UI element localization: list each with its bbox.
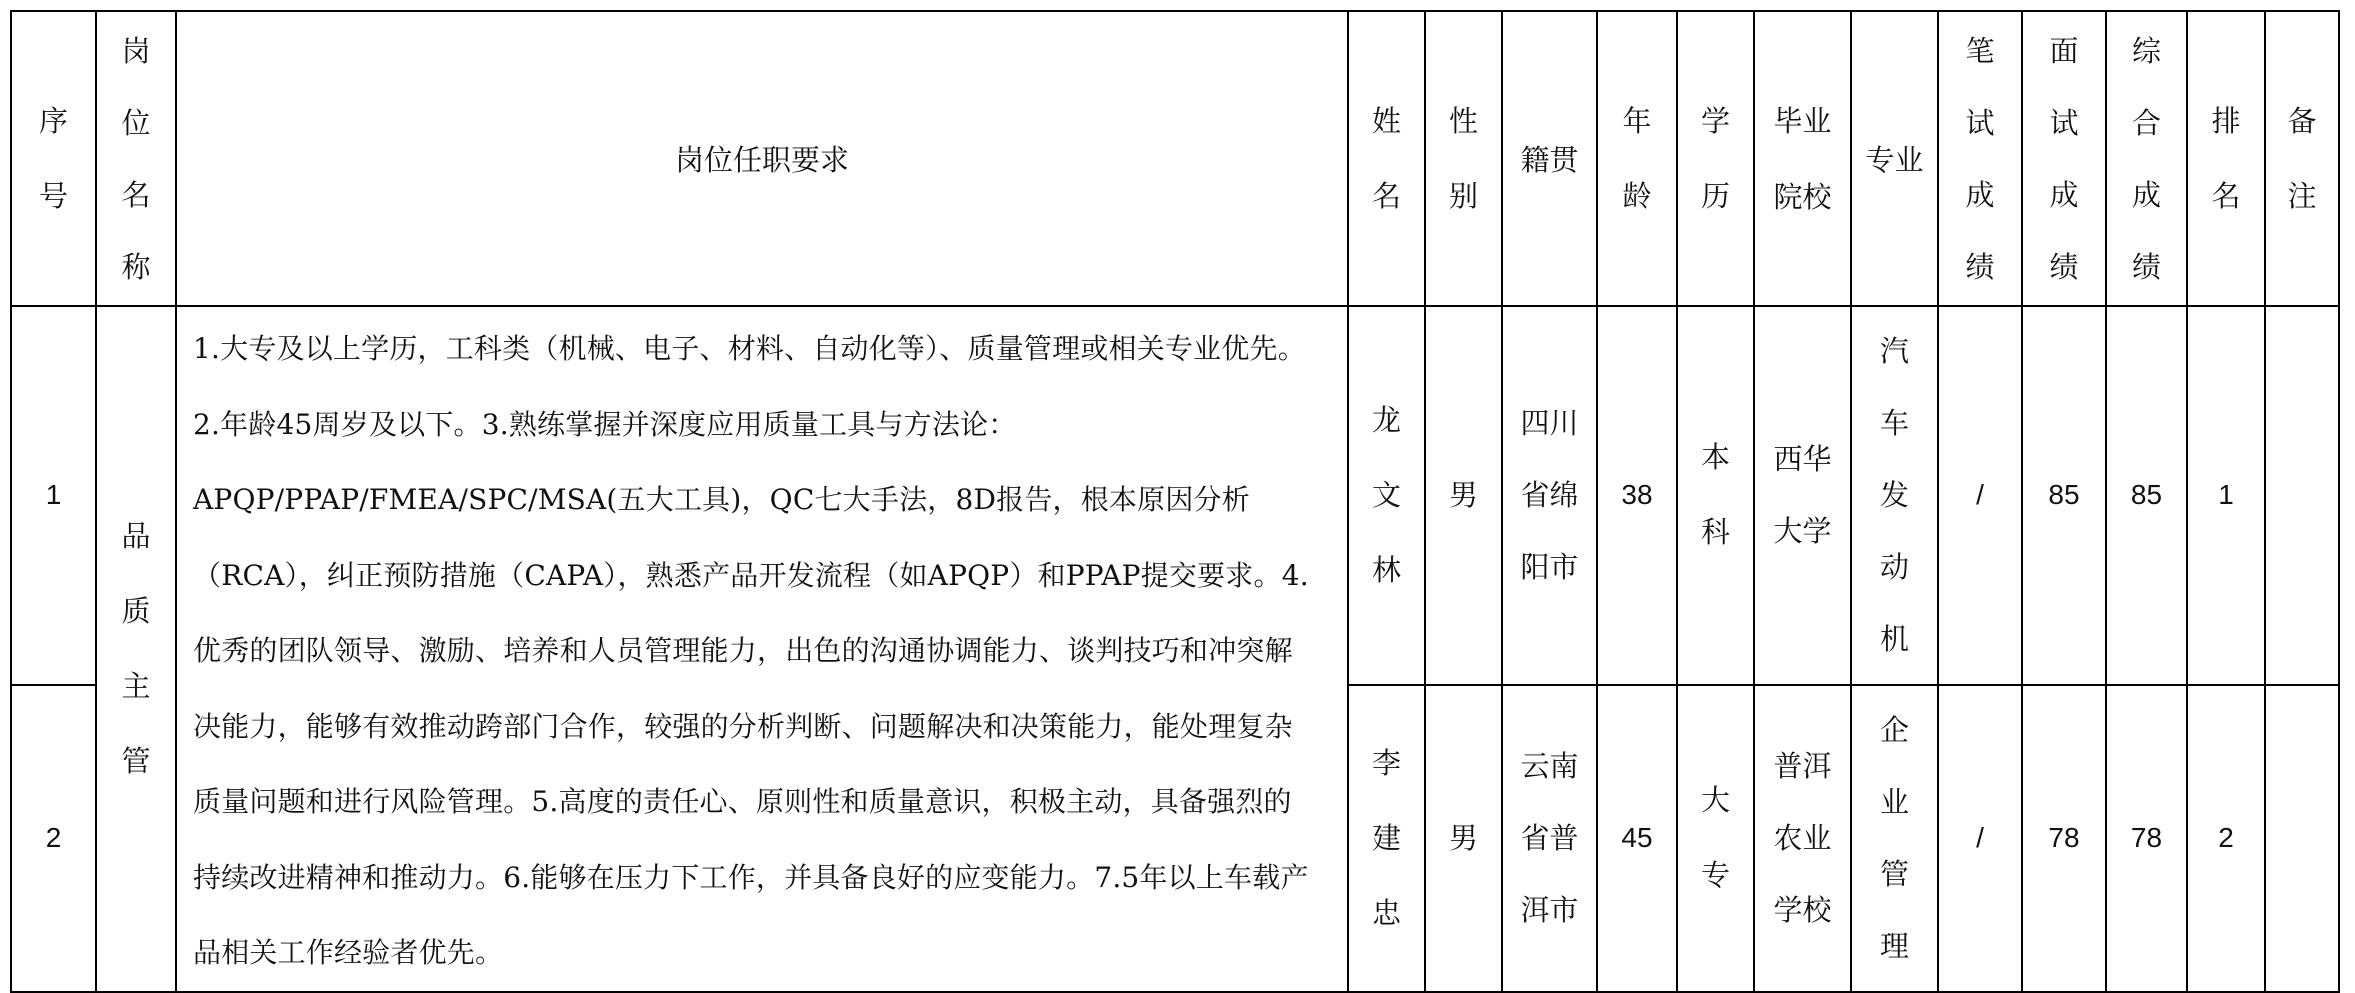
header-remark: 备注	[2265, 11, 2339, 306]
cell-school: 西华大学	[1754, 306, 1851, 685]
cell-education: 大专	[1677, 685, 1754, 992]
cell-total: 78	[2106, 685, 2187, 992]
cell-school: 普洱农业学校	[1754, 685, 1851, 992]
header-position: 岗位名称	[96, 11, 176, 306]
header-rank: 排名	[2187, 11, 2265, 306]
cell-education: 本科	[1677, 306, 1754, 685]
header-school: 毕业院校	[1754, 11, 1851, 306]
cell-gender: 男	[1425, 685, 1502, 992]
cell-remark	[2265, 685, 2339, 992]
cell-origin: 四川省绵阳市	[1502, 306, 1597, 685]
cell-interview: 85	[2022, 306, 2106, 685]
candidate-score-table	[10, 10, 2340, 993]
table-row	[11, 306, 2339, 685]
cell-rank: 2	[2187, 685, 2265, 992]
header-total: 综合成绩	[2106, 11, 2187, 306]
header-major: 专业	[1851, 11, 1938, 306]
header-interview: 面试成绩	[2022, 11, 2106, 306]
header-gender: 性别	[1425, 11, 1502, 306]
header-education: 学历	[1677, 11, 1754, 306]
cell-major: 汽车发动机	[1851, 306, 1938, 685]
header-origin: 籍贯	[1502, 11, 1597, 306]
cell-origin: 云南省普洱市	[1502, 685, 1597, 992]
header-seq: 序号	[11, 11, 96, 306]
cell-seq: 1	[11, 306, 96, 685]
cell-position: 品质主管	[96, 306, 176, 992]
cell-interview: 78	[2022, 685, 2106, 992]
cell-name: 李建忠	[1348, 685, 1425, 992]
header-name: 姓名	[1348, 11, 1425, 306]
cell-rank: 1	[2187, 306, 2265, 685]
cell-age: 38	[1597, 306, 1677, 685]
header-written: 笔试成绩	[1938, 11, 2022, 306]
cell-written: /	[1938, 306, 2022, 685]
cell-total: 85	[2106, 306, 2187, 685]
cell-name: 龙文林	[1348, 306, 1425, 685]
header-requirements: 岗位任职要求	[176, 11, 1348, 306]
header-row	[11, 11, 2339, 306]
cell-written: /	[1938, 685, 2022, 992]
cell-remark	[2265, 306, 2339, 685]
cell-gender: 男	[1425, 306, 1502, 685]
header-age: 年龄	[1597, 11, 1677, 306]
cell-major: 企业管理	[1851, 685, 1938, 992]
cell-seq: 2	[11, 685, 96, 992]
cell-requirements: 1.大专及以上学历，工科类（机械、电子、材料、自动化等）、质量管理或相关专业优先。2.年龄45周岁及以下。3.熟练掌握并深度应用质量工具与方法论：APQP/PPAP/FMEA/SPC/MSA(五大工具)，QC七大手法，8D报告，根本原因分析（RCA），纠正预防措施（CAPA），熟悉产品开发流程（如APQP）和PPAP提交要求。4.优秀的团队领导、激励、培养和人员管理能力，出色的沟通协调能力、谈判技巧和冲突解决能力，能够有效推动跨部门合作，较强的分析判断、问题解决和决策能力，能处理复杂质量问题和进行风险管理。5.高度的责任心、原则性和质量意识，积极主动，具备强烈的持续改进精神和推动力。6.能够在压力下工作，并具备良好的应变能力。7.5年以上车载产品相关工作经验者优先。	[176, 306, 1348, 992]
cell-age: 45	[1597, 685, 1677, 992]
